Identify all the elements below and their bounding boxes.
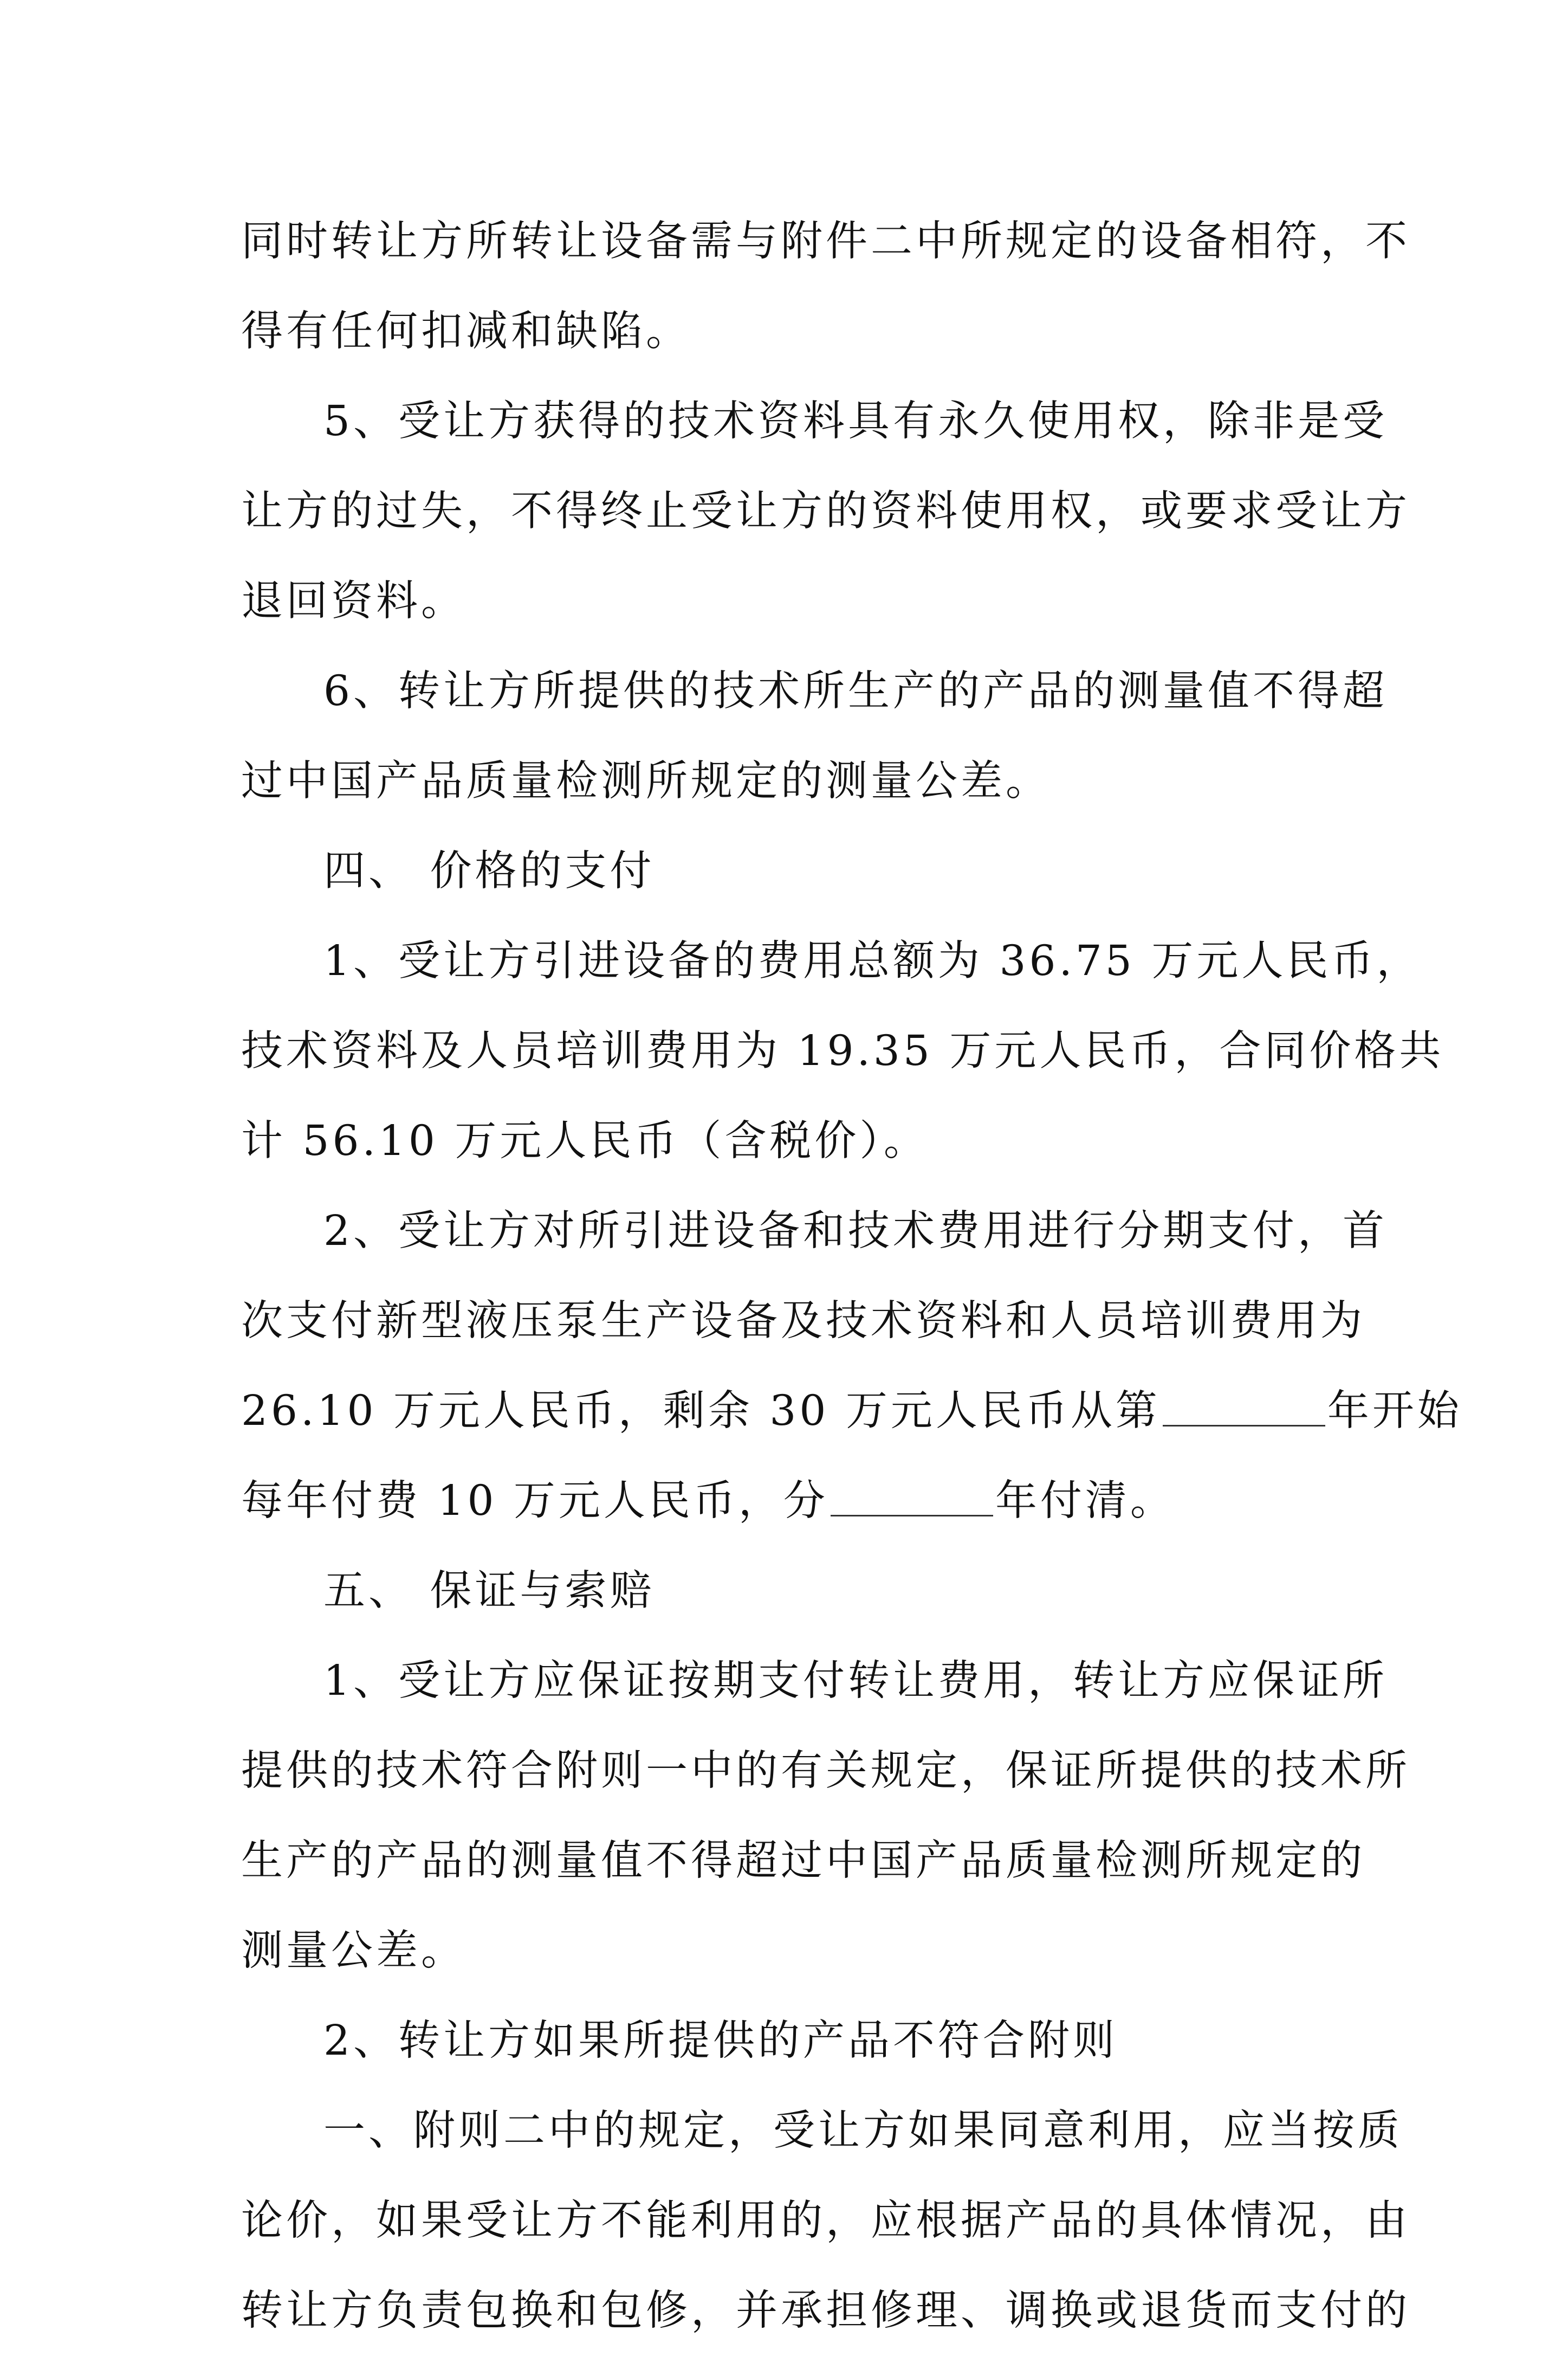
clause-5-line: 5、受让方获得的技术资料具有永久使用权，除非是受 (323, 397, 1388, 446)
text-line: 生产的产品的测量值不得超过中国产品质量检测所规定的 (241, 1837, 1365, 1885)
section-heading-payment: 四、 价格的支付 (323, 847, 655, 895)
section-heading-guarantee: 五、 保证与索赔 (323, 1567, 655, 1615)
payment-clause-2-line: 2、受让方对所引进设备和技术费用进行分期支付，首 (323, 1207, 1388, 1255)
guarantee-clause-1-line: 1、受让方应保证按期支付转让费用，转让方应保证所 (323, 1657, 1388, 1705)
text-line-with-blank (241, 1366, 1462, 1456)
text-line: 一、附则二中的规定，受让方如果同意利用，应当按质 (323, 2107, 1403, 2155)
text-line: 退回资料。 (241, 577, 466, 625)
text-line: 计 56.10 万元人民币（含税价）。 (241, 1117, 929, 1165)
text-segment: 26.10 万元人民币，剩余 30 万元人民币从第 (241, 1387, 1161, 1435)
text-line: 得有任何扣减和缺陷。 (241, 307, 691, 356)
guarantee-clause-2-line: 2、转让方如果所提供的产品不符合附则 (323, 2017, 1118, 2065)
fill-in-blank-start-year[interactable] (1163, 1424, 1325, 1426)
text-line: 过中国产品质量检测所规定的测量公差。 (241, 757, 1051, 805)
text-line: 测量公差。 (241, 1927, 466, 1975)
text-line: 转让方负责包换和包修，并承担修理、调换或退货而支付的 (241, 2287, 1410, 2335)
text-line: 论价，如果受让方不能利用的，应根据产品的具体情况，由 (241, 2197, 1410, 2245)
text-segment: 每年付费 10 万元人民币，分 (241, 1477, 828, 1525)
text-line: 提供的技术符合附则一中的有关规定，保证所提供的技术所 (241, 1747, 1410, 1795)
fill-in-blank-years[interactable] (831, 1514, 993, 1516)
clause-6-line: 6、转让方所提供的技术所生产的产品的测量值不得超 (323, 667, 1388, 715)
payment-clause-1-line: 1、受让方引进设备的费用总额为 36.75 万元人民币， (323, 937, 1422, 985)
text-line-with-blank (241, 1456, 1330, 1546)
text-line: 同时转让方所转让设备需与附件二中所规定的设备相符，不 (241, 217, 1410, 266)
text-line: 次支付新型液压泵生产设备及技术资料和人员培训费用为 (241, 1297, 1365, 1345)
text-segment: 年付清。 (995, 1477, 1175, 1525)
text-line: 技术资料及人员培训费用为 19.35 万元人民币，合同价格共 (241, 1027, 1444, 1075)
text-line: 让方的过失，不得终止受让方的资料使用权，或要求受让方 (241, 487, 1410, 535)
text-segment: 年开始 (1327, 1387, 1462, 1435)
contract-text (241, 197, 1462, 2356)
